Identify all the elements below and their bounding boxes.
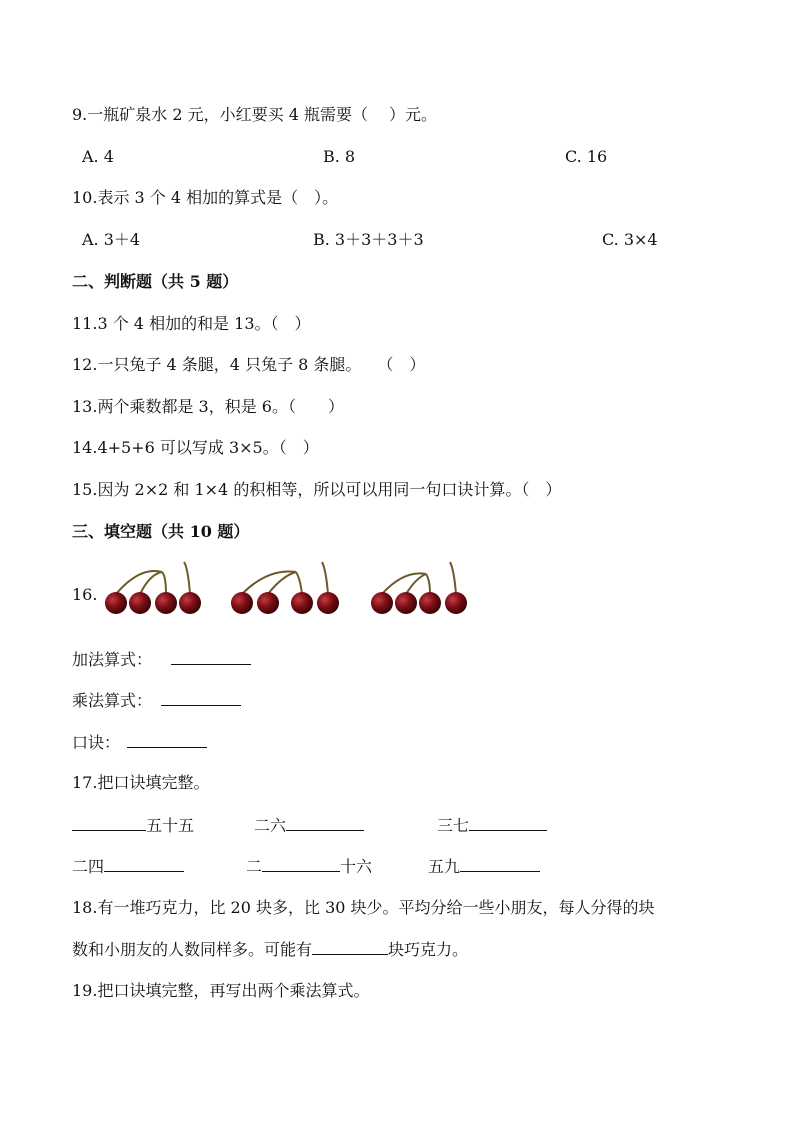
cherry [155,592,177,614]
question-17: 17.把口诀填完整。 [72,773,210,792]
cherries-image [100,556,480,626]
q17-text-5a: 二 [246,857,263,876]
question-18-line-2 [72,938,468,961]
cherry-group-1 [105,562,201,614]
q9-option-a[interactable]: A. 4 [82,147,114,166]
q18-text-before: 数和小朋友的人数同样多。可能有 [72,940,313,959]
cherry-group-2 [231,562,339,614]
question-13: 13.两个乘数都是 3，积是 6。（ ） [72,397,344,416]
cherry [129,592,151,614]
cherry [419,592,441,614]
q17-text-6: 五九 [428,857,461,876]
question-12: 12.一只兔子 4 条腿，4 只兔子 8 条腿。 （ ） [72,355,426,374]
q17-item-6 [428,855,540,878]
q17-text-4: 二四 [72,857,105,876]
q17-text-1: 五十五 [146,816,195,835]
section-fill-blank-title: 三、填空题（共 10 题） [72,522,250,541]
addition-blank[interactable] [171,648,251,665]
rhyme-label: 口诀： [72,733,121,752]
q17-item-3 [437,814,547,837]
q17-item-5 [246,855,372,878]
q17-item-1 [72,814,194,837]
q17-blank-6[interactable] [460,855,540,872]
cherry [395,592,417,614]
q17-blank-5[interactable] [262,855,340,872]
q17-blank-4[interactable] [104,855,184,872]
question-9: 9.一瓶矿泉水 2 元，小红要买 4 瓶需要（ ）元。 [72,105,438,124]
section-judgement-title: 二、判断题（共 5 题） [72,272,239,291]
cherry [445,592,467,614]
multiplication-label: 乘法算式： [72,691,153,710]
q18-text-after: 块巧克力。 [388,940,469,959]
q10-option-c[interactable]: C. 3×4 [602,230,658,249]
question-11: 11.3 个 4 相加的和是 13。（ ） [72,314,311,333]
question-10: 10.表示 3 个 4 相加的算式是（ ）。 [72,188,339,207]
rhyme-blank[interactable] [127,731,207,748]
question-18-line-1: 18.有一堆巧克力，比 20 块多，比 30 块少。平均分给一些小朋友，每人分得的块 [72,898,655,917]
q10-option-b[interactable]: B. 3＋3＋3＋3 [313,230,424,249]
q9-option-c[interactable]: C. 16 [565,147,608,166]
cherry [317,592,339,614]
question-19: 19.把口诀填完整，再写出两个乘法算式。 [72,981,370,1000]
q17-item-2 [254,814,364,837]
q16-rhyme-row [72,731,207,754]
question-14: 14.4+5+6 可以写成 3×5。（ ） [72,438,319,457]
q17-blank-3[interactable] [469,814,547,831]
cherry [231,592,253,614]
cherry [371,592,393,614]
multiplication-blank[interactable] [161,689,241,706]
q17-item-4 [72,855,184,878]
cherry [291,592,313,614]
cherry-group-3 [371,562,467,614]
q16-addition-row [72,648,251,671]
q18-blank[interactable] [312,938,388,955]
q10-option-a[interactable]: A. 3＋4 [82,230,141,249]
q17-text-2: 二六 [254,816,287,835]
question-15: 15.因为 2×2 和 1×4 的积相等，所以可以用同一句口诀计算。（ ） [72,480,562,499]
q17-text-3: 三七 [437,816,470,835]
q17-text-5b: 十六 [340,857,373,876]
cherry [257,592,279,614]
q17-blank-2[interactable] [286,814,364,831]
q17-blank-1[interactable] [72,814,146,831]
cherry [105,592,127,614]
q16-multiplication-row [72,689,241,712]
addition-label: 加法算式： [72,650,153,669]
cherry [179,592,201,614]
q9-option-b[interactable]: B. 8 [323,147,356,166]
question-16-number: 16. [72,585,98,604]
